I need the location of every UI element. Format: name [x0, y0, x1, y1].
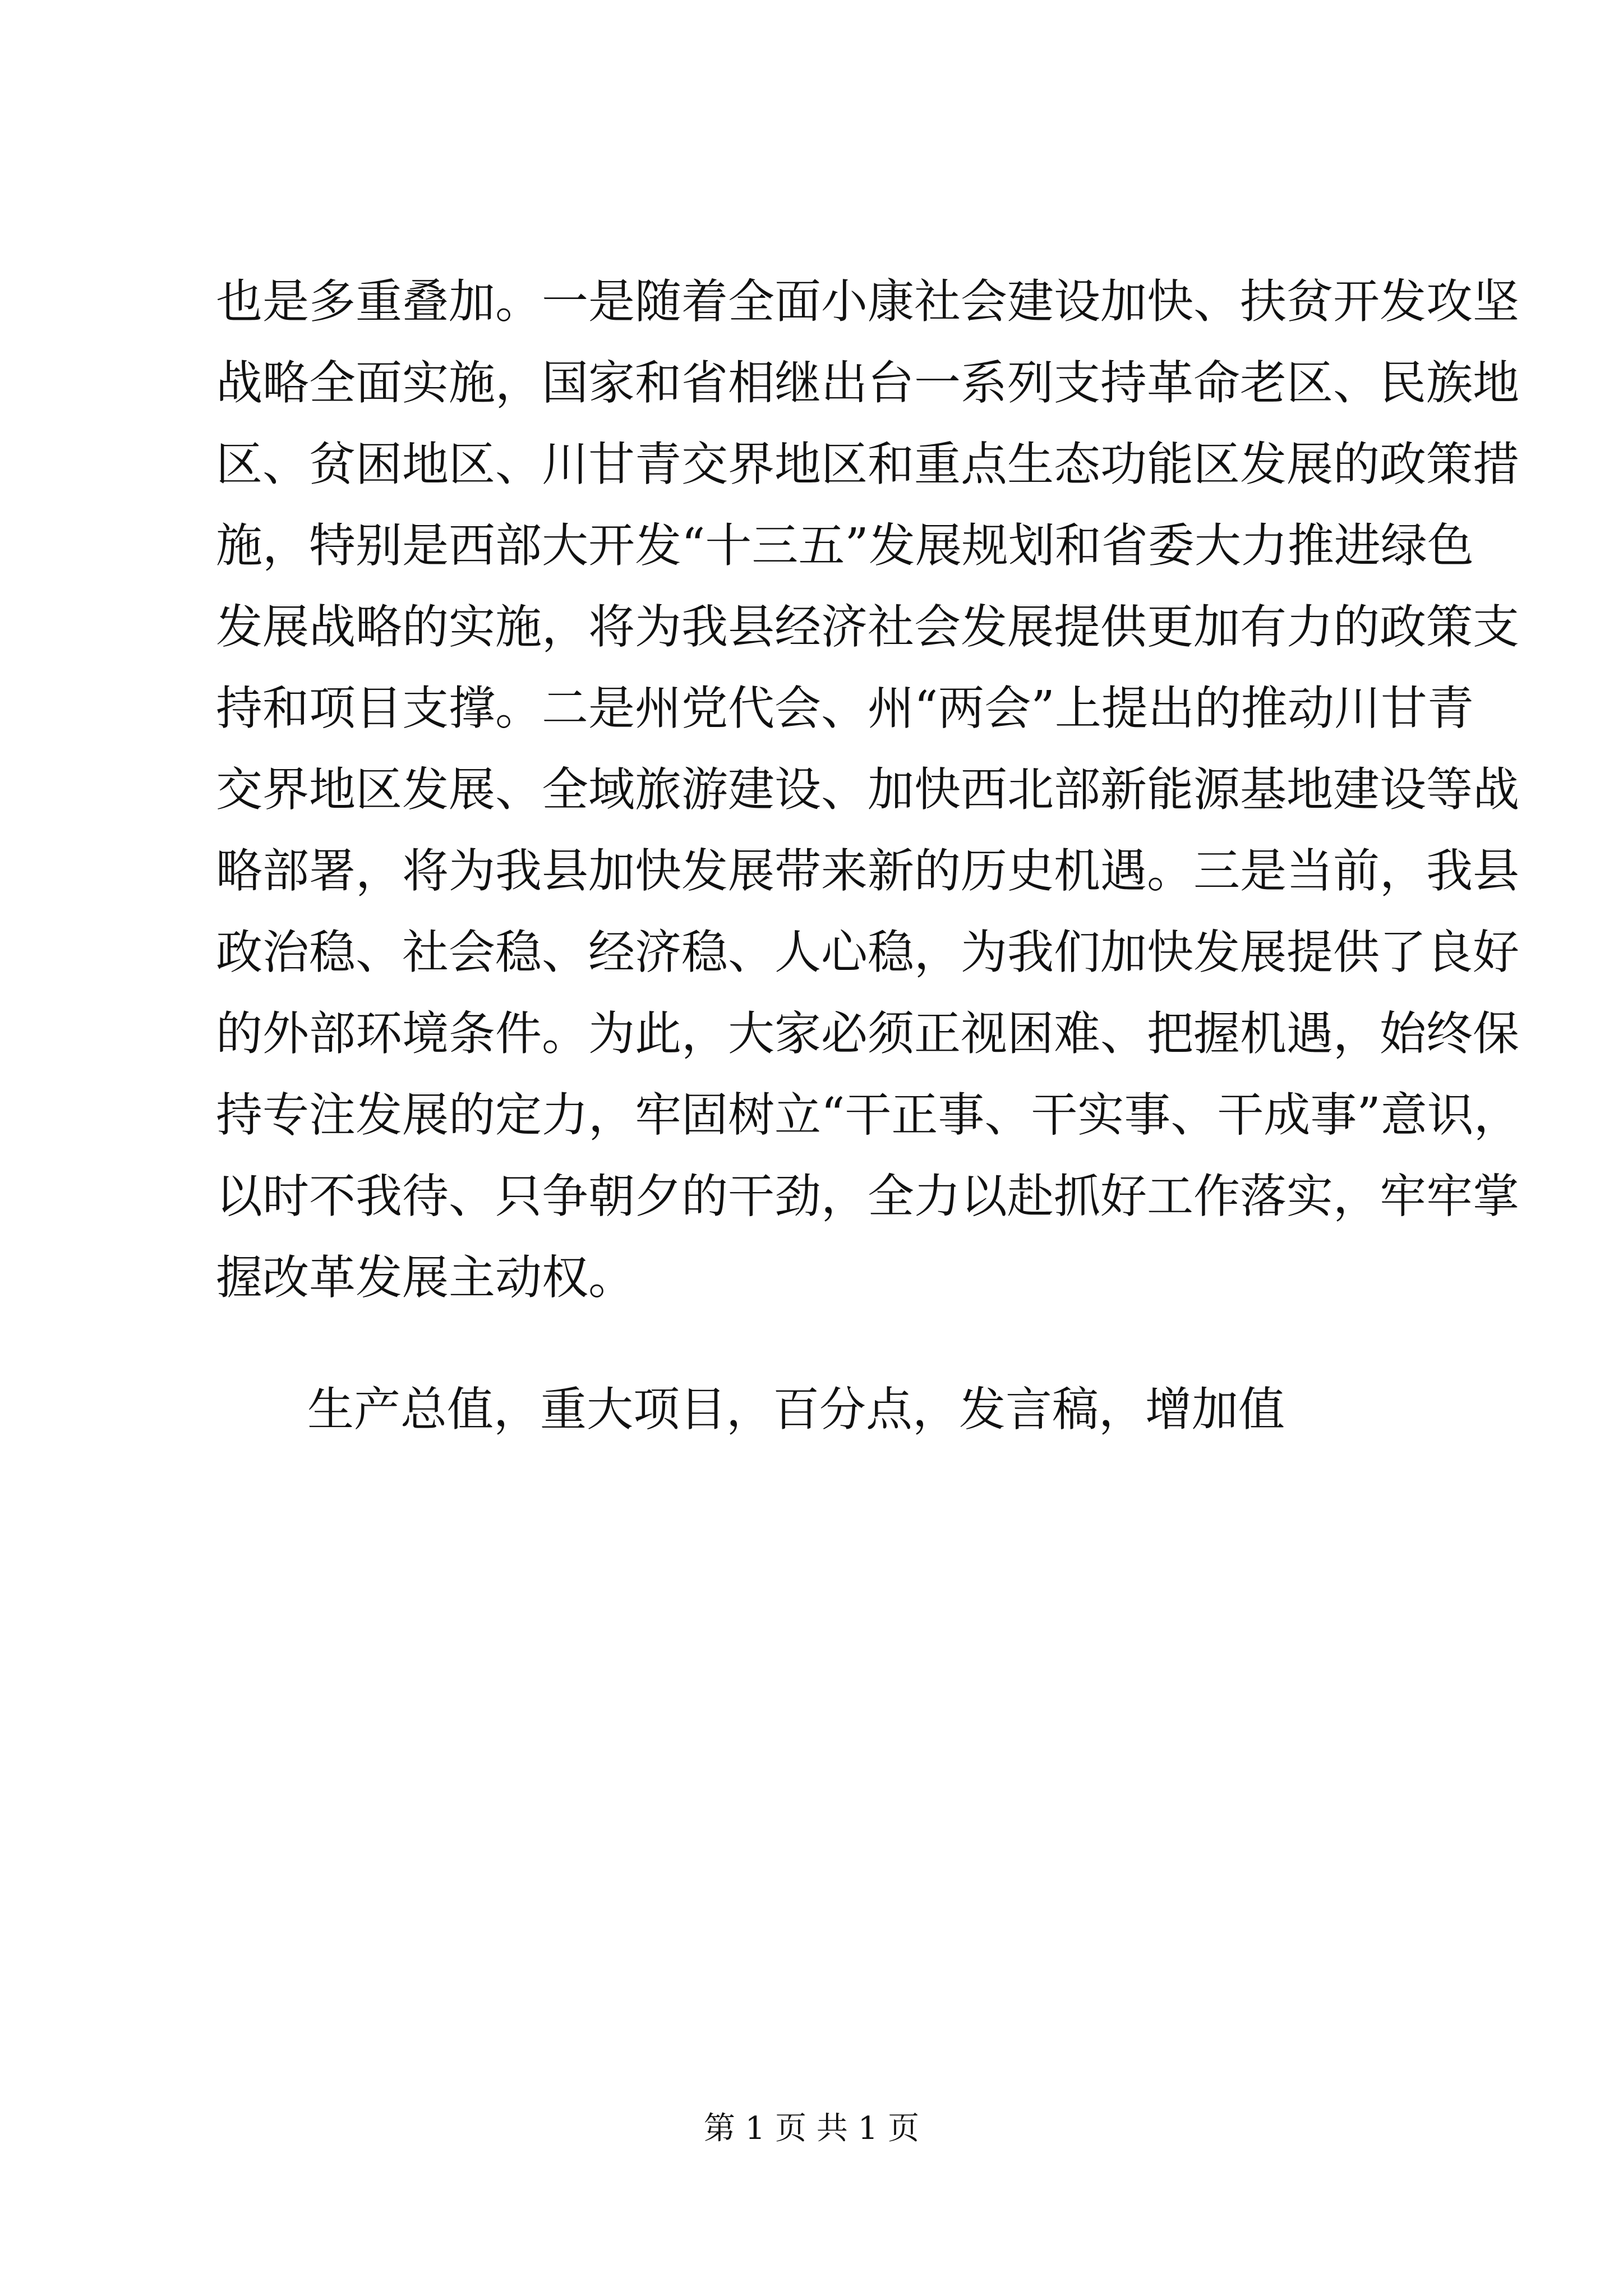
paragraph-line: 握改革发展主动权。: [216, 1250, 635, 1305]
paragraph-line: 发展战略的实施，将为我县经济社会发展提供更加有力的政策支: [216, 600, 1519, 654]
paragraph-line: 战略全面实施，国家和省相继出台一系列支持革命老区、民族地: [216, 356, 1519, 410]
keywords-line: 生产总值，重大项目，百分点，发言稿，增加值: [307, 1382, 1285, 1437]
paragraph-line: 政治稳、社会稳、经济稳、人心稳，为我们加快发展提供了良好: [216, 925, 1519, 979]
paragraph-line: 略部署，将为我县加快发展带来新的历史机遇。三是当前，我县: [216, 844, 1519, 898]
paragraph-line: 也是多重叠加。一是随着全面小康社会建设加快、扶贫开发攻坚: [216, 274, 1519, 329]
paragraph-line: 以时不我待、只争朝夕的干劲，全力以赴抓好工作落实，牢牢掌: [216, 1169, 1519, 1223]
body-paragraph: [216, 261, 1520, 1318]
paragraph-line: 区、贫困地区、川甘青交界地区和重点生态功能区发展的政策措: [216, 437, 1519, 491]
paragraph-line: 施，特别是西部大开发“十三五”发展规划和省委大力推进绿色: [216, 518, 1474, 573]
paragraph-line: 的外部环境条件。为此，大家必须正视困难、把握机遇，始终保: [216, 1006, 1519, 1061]
paragraph-line: 持专注发展的定力，牢固树立“干正事、干实事、干成事”意识，: [216, 1088, 1520, 1142]
paragraph-line: 交界地区发展、全域旅游建设、加快西北部新能源基地建设等战: [216, 762, 1519, 817]
page-number-footer: 第 1 页 共 1 页: [703, 2110, 920, 2147]
paragraph-line: 持和项目支撑。二是州党代会、州“两会”上提出的推动川甘青: [216, 681, 1474, 735]
